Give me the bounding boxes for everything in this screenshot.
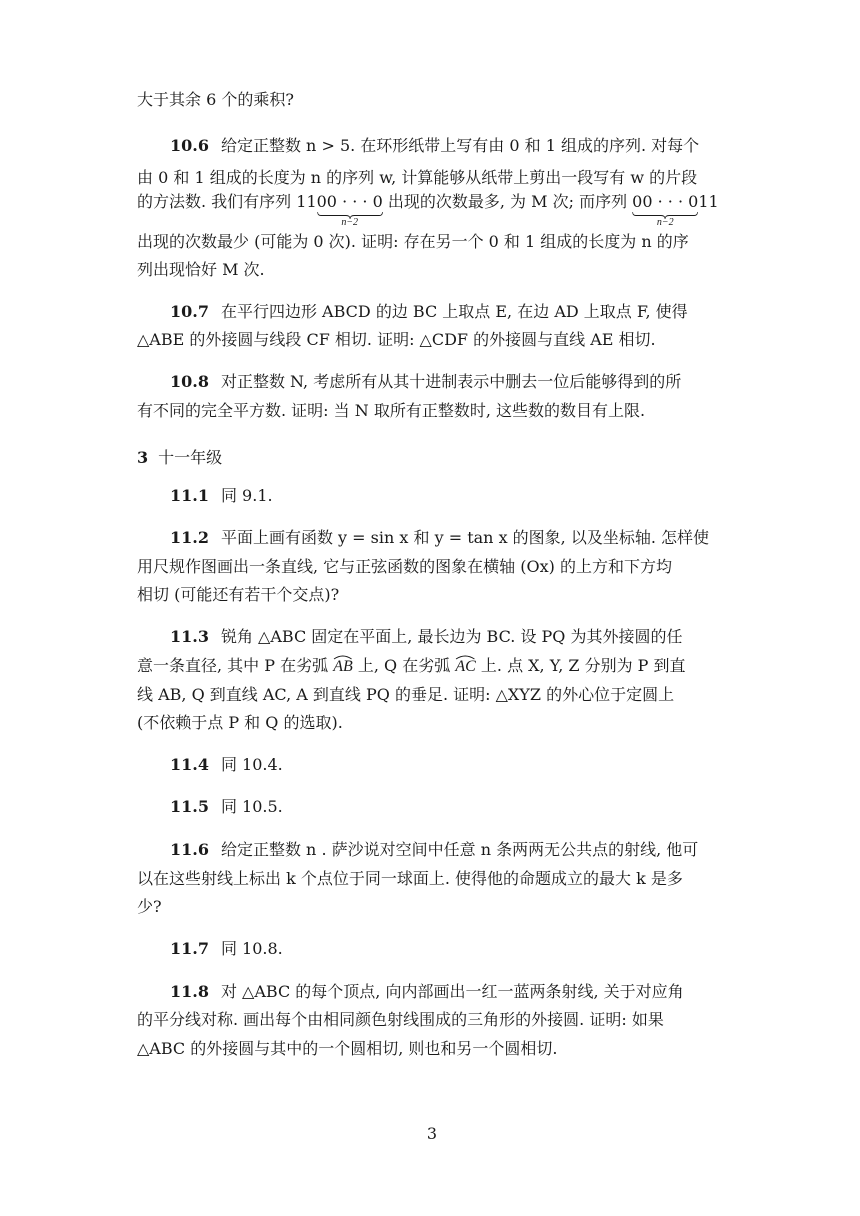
problem-number: 11.8 <box>170 982 209 1001</box>
problem-11-6-line-2: 以在这些射线上标出 k 个点位于同一球面上. 使得他的命题成立的最大 k 是多 <box>137 869 683 888</box>
problem-11-3-line-3: 线 AB, Q 到直线 AC, A 到直线 PQ 的垂足. 证明: △XYZ 的外心位于定圆上 <box>137 685 675 704</box>
arc-notation: AB <box>333 657 353 677</box>
problem-11-4-line-1: 11.4 同 10.4. <box>170 755 283 774</box>
problem-11-3-line-2: 意一条直径, 其中 P 在劣弧 AB 上, Q 在劣弧 AC 上. 点 X, Y, Z 分别为 P 到直 <box>137 656 686 675</box>
problem-number: 11.1 <box>170 486 209 505</box>
problem-number: 11.3 <box>170 627 209 646</box>
problem-number: 11.5 <box>170 797 209 816</box>
problem-number: 10.6 <box>170 136 209 155</box>
underbrace-expression: 00 · · · 0 n−2 <box>632 192 699 228</box>
problem-10-8-line-1: 10.8 对正整数 N, 考虑所有从其十进制表示中删去一位后能够得到的所 <box>170 372 682 391</box>
problem-10-6-line-5: 列出现恰好 M 次. <box>137 260 265 279</box>
problem-11-8-line-1: 11.8 对 △ABC 的每个顶点, 向内部画出一红一蓝两条射线, 关于对应角 <box>170 982 684 1001</box>
arc-icon <box>333 654 353 660</box>
problem-number: 11.4 <box>170 755 209 774</box>
problem-number: 10.7 <box>170 302 209 321</box>
problem-11-6-line-3: 少? <box>137 897 162 916</box>
problem-10-6-line-4: 出现的次数最少 (可能为 0 次). 证明: 存在另一个 0 和 1 组成的长度为 n 的序 <box>137 232 689 251</box>
problem-11-8-line-3: △ABC 的外接圆与其中的一个圆相切, 则也和另一个圆相切. <box>137 1039 558 1058</box>
problem-11-2-line-3: 相切 (可能还有若干个交点)? <box>137 585 340 604</box>
text-line: 大于其余 6 个的乘积? <box>137 90 294 109</box>
problem-11-7-line-1: 11.7 同 10.8. <box>170 939 283 958</box>
problem-10-7-line-1: 10.7 在平行四边形 ABCD 的边 BC 上取点 E, 在边 AD 上取点 F, 使得 <box>170 302 688 321</box>
problem-11-3-line-4: (不依赖于点 P 和 Q 的选取). <box>137 713 343 732</box>
arc-notation: AC <box>455 657 475 677</box>
problem-11-2-line-1: 11.2 平面上画有函数 y = sin x 和 y = tan x 的图象, 以及坐标轴. 怎样使 <box>170 528 710 547</box>
problem-10-6-line-1: 10.6 给定正整数 n > 5. 在环形纸带上写有由 0 和 1 组成的序列. 对每个 <box>170 136 700 155</box>
problem-number: 11.2 <box>170 528 209 547</box>
problem-number: 11.6 <box>170 840 209 859</box>
problem-10-6-line-3: 的方法数. 我们有序列 1100 · · · 0 n−2 出现的次数最多, 为 M 次; 而序列 00 · · · 0 n−2 11 <box>137 192 719 228</box>
problem-10-8-line-2: 有不同的完全平方数. 证明: 当 N 取所有正整数时, 这些数的数目有上限. <box>137 401 646 420</box>
problem-10-7-line-2: △ABE 的外接圆与线段 CF 相切. 证明: △CDF 的外接圆与直线 AE 相切. <box>137 330 656 349</box>
problem-number: 11.7 <box>170 939 209 958</box>
problem-11-5-line-1: 11.5 同 10.5. <box>170 797 283 816</box>
problem-11-6-line-1: 11.6 给定正整数 n . 萨沙说对空间中任意 n 条两两无公共点的射线, 他可 <box>170 840 699 859</box>
problem-11-3-line-1: 11.3 锐角 △ABC 固定在平面上, 最长边为 BC. 设 PQ 为其外接圆的任 <box>170 627 683 646</box>
problem-11-2-line-2: 用尺规作图画出一条直线, 它与正弦函数的图象在横轴 (Ox) 的上方和下方均 <box>137 557 672 576</box>
page-number: 3 <box>426 1124 438 1143</box>
section-heading: 3 十一年级 <box>137 448 223 467</box>
problem-10-6-line-2: 由 0 和 1 组成的长度为 n 的序列 w, 计算能够从纸带上剪出一段写有 w 的片段 <box>137 168 698 187</box>
problem-number: 10.8 <box>170 372 209 391</box>
problem-11-8-line-2: 的平分线对称. 画出每个由相同颜色射线围成的三角形的外接圆. 证明: 如果 <box>137 1010 664 1029</box>
arc-icon <box>455 654 475 660</box>
underbrace-expression: 00 · · · 0 n−2 <box>316 192 383 228</box>
problem-11-1-line-1: 11.1 同 9.1. <box>170 486 273 505</box>
